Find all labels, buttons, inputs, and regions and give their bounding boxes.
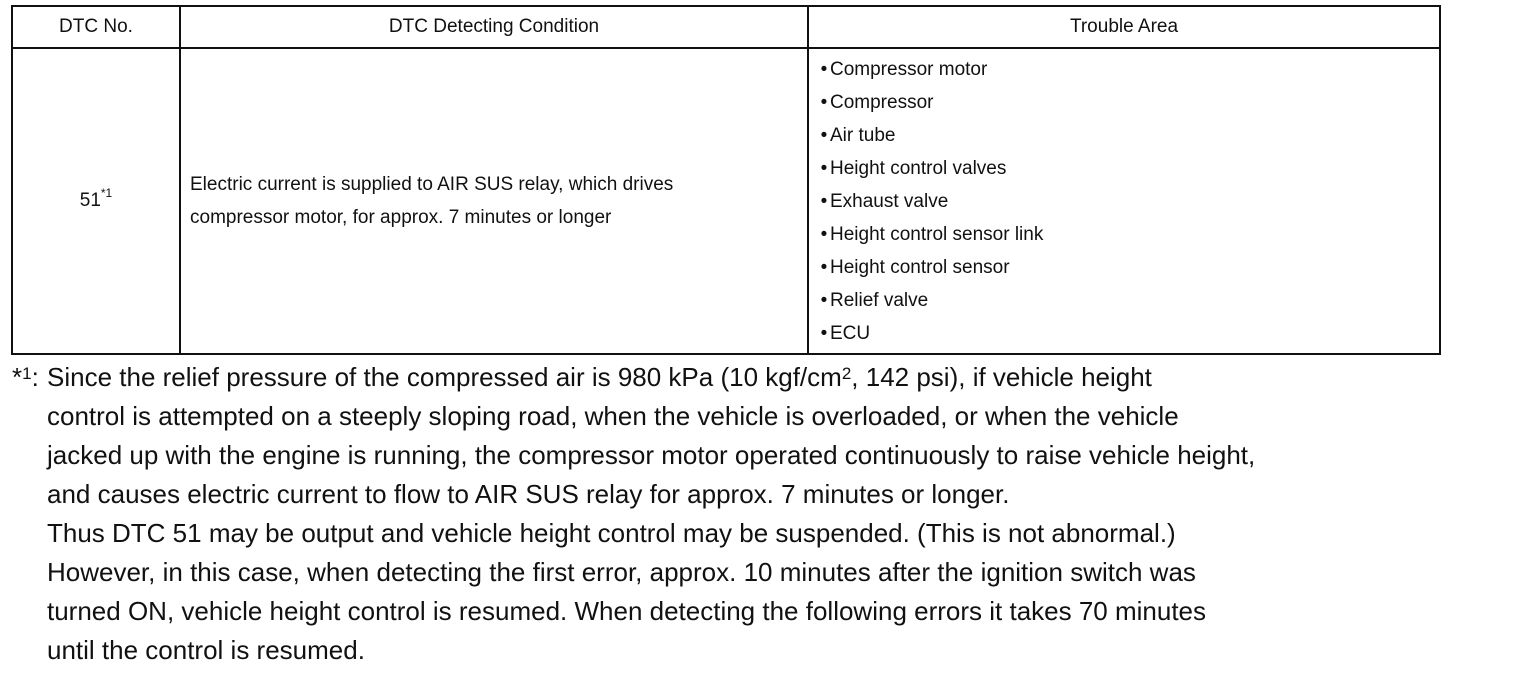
bullet-icon: •: [820, 91, 828, 113]
bullet-icon: •: [820, 124, 828, 146]
footnote-line: control is attempted on a steeply sloping road, when the vehicle is overloaded, or when the vehicle: [47, 401, 1179, 431]
trouble-area-label: Exhaust valve: [830, 190, 949, 212]
trouble-area-label: Height control sensor: [830, 256, 1010, 278]
dtc-number-footnote-mark: *1: [100, 186, 113, 200]
list-item: [818, 86, 1439, 119]
list-item: [818, 185, 1439, 218]
detecting-condition-cell: [180, 48, 808, 354]
trouble-area-label: Height control sensor link: [830, 223, 1044, 245]
dtc-number: 51: [79, 190, 101, 211]
bullet-icon: •: [820, 157, 828, 179]
footnote-line: jacked up with the engine is running, the compressor motor operated continuously to raise vehicle height,: [47, 440, 1256, 470]
footnote-marker-star: *: [12, 362, 23, 392]
trouble-area-label: Height control valves: [830, 157, 1007, 179]
table-row: [12, 48, 1440, 354]
list-item: [818, 317, 1439, 350]
footnote-marker-colon: :: [31, 362, 39, 392]
trouble-area-label: Relief valve: [830, 289, 929, 311]
footnote-line-1-text: Since the relief pressure of the compressed air is 980 kPa (10 kgf/cm: [47, 362, 842, 392]
header-trouble-area: Trouble Area: [808, 6, 1440, 48]
trouble-area-list: [818, 53, 1439, 350]
bullet-icon: •: [820, 256, 828, 278]
footnote-line: and causes electric current to flow to AIR SUS relay for approx. 7 minutes or longer.: [47, 479, 1010, 509]
bullet-icon: •: [820, 190, 828, 212]
trouble-area-label: Compressor: [830, 91, 934, 113]
dtc-table: [11, 5, 1441, 355]
list-item: [818, 251, 1439, 284]
footnote-line: Thus DTC 51 may be output and vehicle height control may be suspended. (This is not abnormal.): [47, 518, 1176, 548]
trouble-area-cell: [808, 48, 1440, 354]
bullet-icon: •: [820, 322, 828, 344]
trouble-area-label: Compressor motor: [830, 58, 988, 80]
list-item: [818, 284, 1439, 317]
bullet-icon: •: [820, 289, 828, 311]
table-header-row: [12, 6, 1440, 48]
trouble-area-label: Air tube: [830, 124, 896, 146]
condition-line-2: compressor motor, for approx. 7 minutes or longer: [190, 207, 612, 228]
footnote: [12, 358, 1502, 670]
list-item: [818, 119, 1439, 152]
footnote-marker: [12, 358, 39, 397]
footnote-line-1-rest: , 142 psi), if vehicle height: [851, 362, 1152, 392]
footnote-line: turned ON, vehicle height control is resumed. When detecting the following errors it takes 70 minutes: [47, 596, 1207, 626]
header-detecting-condition: DTC Detecting Condition: [180, 6, 808, 48]
footnote-superscript: 2: [841, 364, 852, 383]
bullet-icon: •: [820, 223, 828, 245]
footnote-marker-number: 1: [22, 364, 32, 383]
bullet-icon: •: [820, 58, 828, 80]
dtc-number-cell: [12, 48, 180, 354]
list-item: [818, 152, 1439, 185]
list-item: [818, 218, 1439, 251]
list-item: [818, 53, 1439, 86]
footnote-line-1: [47, 358, 1502, 397]
header-dtc-no: DTC No.: [12, 6, 180, 48]
condition-line-1: Electric current is supplied to AIR SUS relay, which drives: [190, 174, 674, 195]
trouble-area-label: ECU: [830, 322, 871, 344]
footnote-line: However, in this case, when detecting the first error, approx. 10 minutes after the ignition switch was: [47, 557, 1196, 587]
footnote-body: [47, 358, 1502, 670]
footnote-line: until the control is resumed.: [47, 635, 365, 665]
